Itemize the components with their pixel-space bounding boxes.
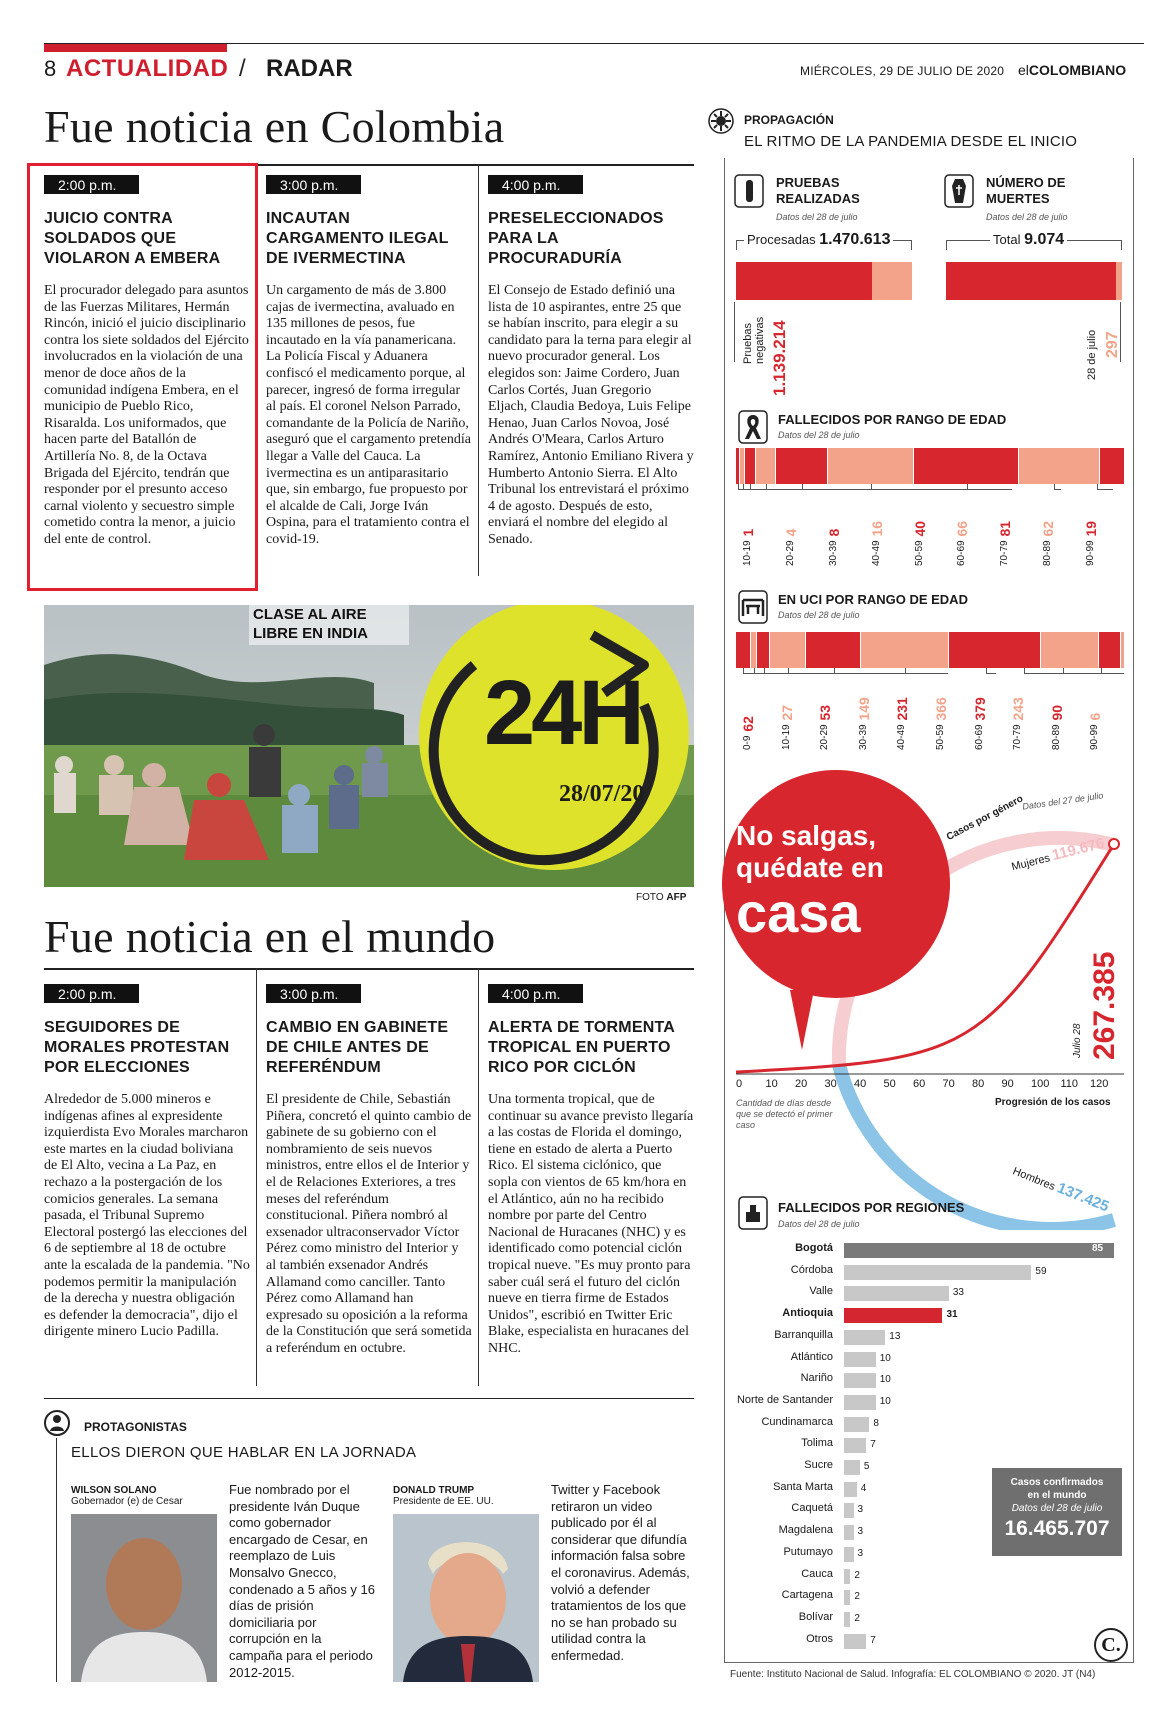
time-label: 3:00 p.m. [266, 175, 361, 194]
men-value: 137.425 [1054, 1179, 1112, 1216]
age-segment [736, 632, 751, 668]
age-range: 40-49 [896, 724, 908, 750]
brand-prefix: el [1018, 62, 1029, 78]
world-line-2: en el mundo [1027, 1490, 1087, 1501]
edad-fallecidos-chart [736, 448, 1122, 566]
age-range: 30-39 [827, 540, 839, 566]
region-value: 10 [879, 1374, 891, 1386]
axis-title: Progresión de los casos [995, 1097, 1111, 1108]
region-value: 31 [946, 1309, 958, 1321]
protagonist-photo [393, 1514, 539, 1682]
age-range: 70-79 [999, 540, 1011, 566]
region-value: 10 [879, 1352, 891, 1364]
age-range: 60-69 [956, 540, 968, 566]
region-name: Barranquilla [774, 1328, 833, 1341]
age-value: 16 [868, 520, 885, 541]
region-value: 3 [857, 1504, 864, 1516]
axis-tick: 20 [795, 1078, 808, 1090]
age-value: 62 [1040, 520, 1057, 541]
age-leader [1097, 484, 1113, 490]
time-label: 4:00 p.m. [488, 175, 583, 194]
regiones-title: FALLECIDOS POR REGIONES [778, 1200, 965, 1215]
protagonistas-label: PROTAGONISTAS [84, 1420, 187, 1434]
protagonist-photo [71, 1514, 217, 1682]
region-bar [844, 1395, 876, 1410]
region-name: Atlántico [790, 1350, 833, 1363]
age-segment [751, 632, 757, 668]
credit-prefix: FOTO [636, 892, 664, 903]
age-label [912, 490, 940, 566]
age-segment [756, 448, 777, 484]
region-bar [844, 1590, 850, 1605]
region-bar [844, 1265, 1031, 1280]
age-range: 90-99 [1085, 540, 1097, 566]
mundo-title: Fue noticia en el mundo [44, 911, 496, 962]
age-range: 30-39 [857, 724, 869, 750]
processed-value: 1.470.613 [819, 231, 891, 248]
virus-icon [708, 108, 734, 134]
edad-uci-date: Datos del 28 de julio [778, 610, 860, 620]
women-text: Mujeres [1010, 852, 1052, 874]
region-name: Sucre [804, 1459, 833, 1471]
gender-title: Casos por género [944, 793, 1026, 843]
age-value: 243 [1010, 697, 1027, 725]
age-segment [1019, 448, 1100, 484]
infographic-source: Fuente: Instituto Nacional de Salud. Infografía: EL COLOMBIANO © 2020. JT (N4) [730, 1669, 1096, 1680]
muertes-title: NÚMERO DE MUERTES [986, 175, 1066, 206]
region-name: Caquetá [791, 1502, 833, 1515]
age-label [933, 674, 961, 750]
axis-tick: 110 [1060, 1078, 1079, 1090]
news-body: El presidente de Chile, Sebastián Piñera, concretó el quinto cambio de gabinete de su gobierno con el nombramiento de seis nuevos ministros, entre ellos el de Interior y el de Relaciones Exteriores, a tres meses del referéndum constitucional. Piñera nombró al exsenador ultraconservador Víctor Pérez como ministro del Interior y al también exsenador Andrés Allamand como canciller. Tanto Pérez como Allamand han expresado su oposición a la reforma de la Constitución que será sometida a referéndum en octubre. [266, 1092, 472, 1356]
mundo-bottom-rule [44, 1398, 694, 1399]
region-value: 13 [889, 1330, 901, 1342]
news-item-colombia-3 [488, 175, 694, 549]
news-item-colombia-2 [266, 175, 472, 549]
axis-tick: 70 [942, 1078, 955, 1090]
region-value: 2 [854, 1591, 860, 1603]
infographic-title: EL RITMO DE LA PANDEMIA DESDE EL INICIO [744, 133, 1078, 150]
age-label [740, 674, 768, 750]
news-headline: ALERTA DE TORMENTA TROPICAL EN PUERTO RICO POR CICLÓN [488, 1019, 675, 1076]
age-range: 10-19 [780, 724, 792, 750]
region-bar [844, 1634, 866, 1649]
age-segment [745, 448, 755, 484]
age-range: 90-99 [1089, 724, 1101, 750]
pruebas-title: PRUEBAS REALIZADAS [776, 175, 860, 206]
region-value: 10 [879, 1395, 891, 1407]
region-name: Cartagena [781, 1589, 833, 1602]
age-value: 379 [971, 697, 988, 725]
age-leader [1101, 668, 1123, 674]
news-headline: CAMBIO EN GABINETE DE CHILE ANTES DE REFERÉNDUM [266, 1019, 449, 1076]
age-label [997, 490, 1025, 566]
edad-uci-chart [736, 632, 1122, 750]
age-value: 90 [1048, 704, 1065, 725]
age-leader [986, 668, 996, 674]
age-label [856, 674, 884, 750]
region-name: Bolívar [798, 1610, 833, 1623]
region-name: Magdalena [778, 1524, 833, 1537]
badge-date: 28/07/20 [559, 781, 645, 807]
age-range: 20-29 [784, 540, 796, 566]
photo-credit [636, 892, 686, 903]
region-bar [844, 1308, 942, 1323]
region-bar [844, 1460, 860, 1475]
region-bar [844, 1286, 949, 1301]
axis-tick: 30 [824, 1078, 837, 1090]
pruebas-negative-value: 1.139.214 [770, 320, 789, 396]
age-leader [834, 668, 910, 674]
region-value: 8 [873, 1417, 879, 1429]
age-label [1087, 674, 1115, 750]
men-text: Hombres [1010, 1165, 1057, 1194]
region-bar [844, 1569, 850, 1584]
age-range: 0-9 [742, 735, 753, 750]
column-divider [256, 968, 257, 1386]
region-bar [844, 1438, 866, 1453]
age-label [894, 674, 922, 750]
age-value: 149 [855, 697, 872, 725]
processed-label: Procesadas [747, 232, 816, 247]
age-label [817, 674, 845, 750]
curve-day-label: Julio 28 [1072, 1023, 1083, 1058]
age-label [869, 490, 897, 566]
news-photo [44, 605, 694, 887]
progression-axis [736, 1078, 1116, 1092]
news-body: Alrededor de 5.000 mineros e indígenas afines al expresidente izquierdista Evo Morales marcharon este martes en la ciudad boliviana de El Alto, vecina a La Paz, en rechazo a la postergación de los comicios generales. La semana pasada, el Tribunal Supremo Electoral postergó las elecciones del 6 de septiembre al 18 de octubre ante la escalada de la pandemia. "No podemos permitir la manipulación de la derecha y nuestra obligación es defender la democracia", dijo el dirigente minero Lucio Padilla. [44, 1092, 250, 1340]
region-bar [844, 1612, 850, 1627]
region-value: 2 [854, 1612, 860, 1624]
age-value: 19 [1083, 520, 1100, 541]
age-segment [770, 632, 806, 668]
total-value: 9.074 [1024, 231, 1065, 248]
edad-fallecidos-date: Datos del 28 de julio [778, 430, 860, 440]
region-bar [844, 1417, 869, 1432]
edad-fallecidos-title: FALLECIDOS POR RANGO DE EDAD [778, 412, 1007, 427]
age-value: 53 [817, 704, 834, 725]
page-number: 8 [44, 56, 57, 81]
axis-tick: 100 [1031, 1078, 1050, 1090]
news-item-mundo-2 [266, 984, 472, 1358]
age-range: 50-59 [913, 540, 925, 566]
age-label [1040, 490, 1068, 566]
protagonist-role: Gobernador (e) de Cesar [71, 1496, 183, 1507]
region-bar [844, 1525, 854, 1540]
age-value: 81 [997, 520, 1014, 541]
age-value: 66 [954, 520, 971, 541]
axis-tick: 40 [854, 1078, 867, 1090]
slogan-line-2: quédate en [736, 852, 884, 883]
protagonistas-line [56, 1438, 57, 1682]
column-divider [478, 968, 479, 1386]
protagonist-name: WILSON SOLANO [71, 1485, 157, 1496]
region-name: Otros [806, 1632, 833, 1645]
coffin-icon [944, 174, 974, 208]
ribbon-icon [738, 410, 768, 444]
total-label: Total [993, 232, 1021, 247]
protagonist-card [393, 1485, 543, 1507]
age-label [972, 674, 1000, 750]
region-bar [844, 1352, 876, 1367]
region-value: 59 [1035, 1265, 1047, 1277]
subsection-label: RADAR [266, 55, 353, 82]
time-label: 3:00 p.m. [266, 984, 361, 1003]
age-leader [967, 484, 1013, 490]
age-label [954, 490, 982, 566]
age-segment [828, 448, 914, 484]
section-accent [44, 44, 227, 52]
muertes-day-label: 28 de julio [1086, 329, 1098, 380]
world-line-1: Casos confirmados [1010, 1477, 1104, 1488]
regiones-date: Datos del 28 de julio [778, 1219, 860, 1229]
section-label: ACTUALIDAD [66, 55, 229, 82]
credit-agency: AFP [666, 892, 687, 903]
pruebas-negative-label: Pruebas negativas [742, 316, 766, 364]
muertes-date: Datos del 28 de julio [986, 212, 1068, 222]
infographic-kicker: PROPAGACIÓN [744, 113, 834, 127]
axis-tick: 50 [883, 1078, 896, 1090]
pruebas-date: Datos del 28 de julio [776, 212, 858, 222]
news-item-colombia-1 [44, 175, 250, 549]
age-leader [905, 668, 948, 674]
region-value: 5 [863, 1461, 870, 1472]
age-value: 231 [894, 697, 911, 725]
news-body: El procurador delegado para asuntos de las Fuerzas Militares, Hermán Rincón, inició el juicio disciplinario contra los siete soldados del Ejército involucrados en la violación de una menor de doce años de la comunidad indígena Embera, en el municipio de Pueblo Rico, Risaralda. Los uniformados, que hacen parte del Batallón de Artillería No. 8, de la Octava Brigada del Ejército, tendrán que responder por el presunto acceso carnal violento y secuestro simple cometido contra la menor, a juicio del ente de control. [44, 283, 249, 547]
colombia-title: Fue noticia en Colombia [44, 101, 505, 152]
age-segment [757, 632, 770, 668]
women-value: 119.676 [1050, 834, 1107, 865]
region-name: Córdoba [790, 1263, 833, 1276]
region-value: 4 [860, 1482, 867, 1494]
mundo-rule [44, 968, 694, 970]
age-value: 6 [1087, 712, 1104, 725]
age-value: 40 [911, 520, 928, 541]
age-segment [1121, 632, 1125, 668]
age-segment [1099, 632, 1121, 668]
age-value: 62 [740, 716, 756, 736]
slogan-bubble-tail [790, 990, 814, 1050]
region-value: 7 [870, 1439, 876, 1451]
protagonistas-subtitle: ELLOS DIERON QUE HABLAR EN LA JORNADA [71, 1444, 417, 1461]
age-label [826, 490, 854, 566]
age-value: 4 [782, 528, 799, 541]
region-bar [844, 1503, 854, 1518]
muertes-bar-day [1116, 262, 1122, 300]
news-headline: PRESELECCIONADOS PARA LA PROCURADURÍA [488, 210, 664, 267]
region-name: Antioquia [782, 1307, 833, 1320]
region-value: 7 [870, 1634, 876, 1646]
news-headline: SEGUIDORES DE MORALES PROTESTAN POR ELECCIONES [44, 1019, 230, 1076]
news-body: Una tormenta tropical, que de continuar su avance previsto llegaría a las costas de Florida el domingo, tiene en estado de alerta a Puerto Rico. El sistema ciclónico, que sopla con vientos de 65 km/hora en el Atlántico, aún no ha recibido nombre por parte del Centro Nacional de Huracanes (NHC) y es identificado como potencial ciclón tropical nueve. "Es muy pronto para saber cuál será el futuro del ciclón nueve en tierra firme de Estados Unidos", escribió en Twitter Eric Blake, especialista en huracanes del NHC. [488, 1092, 694, 1356]
world-cases-box [992, 1468, 1122, 1556]
person-icon [44, 1410, 70, 1436]
age-range: 20-29 [819, 724, 831, 750]
age-label [1010, 674, 1038, 750]
age-label [1083, 490, 1111, 566]
muertes-day-value: 297 [1104, 331, 1121, 358]
axis-note: Cantidad de días desde que se detectó el primer caso [736, 1098, 833, 1130]
brand-name: COLOMBIANO [1028, 62, 1127, 78]
world-value: 16.465.707 [1004, 1517, 1110, 1540]
column-divider [478, 164, 479, 576]
age-leader [871, 484, 969, 490]
age-label [1049, 674, 1077, 750]
age-label [783, 490, 811, 566]
age-range: 10-19 [742, 540, 753, 566]
time-label: 2:00 p.m. [44, 175, 139, 194]
age-segment [1100, 448, 1125, 484]
axis-tick: 10 [765, 1078, 778, 1090]
age-segment [806, 632, 862, 668]
news-item-mundo-1 [44, 984, 250, 1341]
axis-tick: 120 [1090, 1078, 1109, 1090]
region-name: Bogotá [795, 1242, 833, 1254]
section-separator: / [239, 55, 246, 82]
region-bar [844, 1547, 854, 1562]
hospital-bed-icon [738, 590, 768, 624]
region-name: Putumayo [783, 1545, 833, 1558]
protagonist-text: Fue nombrado por el presidente Iván Duque como gobernador encargado de Cesar, en reemplazo de Luis Monsalvo Gnecco, condenado a 5 años y 16 días de prisión domiciliaria por corrupción en la campaña para el periodo 2012-2015. [229, 1482, 376, 1680]
region-name: Santa Marta [773, 1480, 833, 1493]
protagonist-text: Twitter y Facebook retiraron un video publicado por él al considerar que difundía información falsa sobre el coronavirus. Además, volvió a defender tratamientos de los que no se han probado su utilidad contra la enfermedad. [551, 1482, 690, 1663]
protagonist-role: Presidente de EE. UU. [393, 1496, 494, 1507]
age-segment [914, 448, 1019, 484]
pruebas-processed [744, 231, 893, 249]
axis-tick: 0 [736, 1078, 743, 1090]
news-headline: INCAUTAN CARGAMENTO ILEGAL DE IVERMECTINA [266, 210, 449, 267]
brand-logo [1018, 62, 1126, 78]
region-value: 85 [1092, 1243, 1104, 1254]
issue-date: MIÉRCOLES, 29 DE JULIO DE 2020 [800, 64, 1005, 78]
region-name: Valle [809, 1285, 833, 1298]
age-value: 27 [778, 704, 795, 725]
region-value: 33 [952, 1287, 964, 1299]
age-range: 60-69 [973, 724, 985, 750]
age-leader [1054, 484, 1060, 490]
axis-tick: 60 [913, 1078, 926, 1090]
region-bar [844, 1373, 876, 1388]
age-range: 80-89 [1050, 724, 1062, 750]
slogan-line-1: No salgas, [736, 820, 877, 851]
protagonist-name: DONALD TRUMP [393, 1485, 475, 1496]
pruebas-leader [734, 302, 735, 362]
region-name: Cundinamarca [761, 1415, 833, 1428]
protagonist-card [71, 1485, 221, 1507]
age-value: 366 [933, 697, 949, 725]
region-bar [844, 1243, 1114, 1258]
curve-total: 267.385 [1088, 951, 1121, 1060]
age-value: 1 [740, 528, 756, 541]
age-label [740, 490, 768, 566]
region-bar [844, 1482, 857, 1497]
axis-tick: 80 [972, 1078, 985, 1090]
news-body: Un cargamento de más de 3.800 cajas de ivermectina, avaluado en 135 millones de pesos, fue incautado en la vía panamericana. La Policía Fiscal y Aduanera confiscó el medicamento porque, al parecer, ingresó de forma irregular al país. El coronel Nelson Parrado, comandante de la Policía de Nariño, aseguró que el cargamento pretendía llegar a Valle del Cauca. La ivermectina es un antiparasitario que, sin embargo, fue propuesto por el alcalde de Cali, Jorge Iván Ospina, para el tratamiento contra el covid-19. [266, 283, 471, 547]
news-item-mundo-3 [488, 984, 694, 1358]
pruebas-bar-negative [736, 262, 872, 300]
time-label: 2:00 p.m. [44, 984, 139, 1003]
map-icon [738, 1196, 768, 1230]
world-date: Datos del 28 de julio [1011, 1503, 1103, 1514]
test-tube-icon [734, 174, 764, 208]
region-name: Cauca [801, 1567, 833, 1580]
age-range: 70-79 [1012, 724, 1024, 750]
time-label: 4:00 p.m. [488, 984, 583, 1003]
age-segment [949, 632, 1040, 668]
gender-date: Datos del 27 de julio [1021, 790, 1104, 812]
axis-tick: 90 [1001, 1078, 1014, 1090]
age-segment [1041, 632, 1099, 668]
photo-caption: CLASE AL AIRE LIBRE EN INDIA [249, 605, 409, 645]
muertes-bar-total [946, 262, 1122, 300]
regiones-chart [728, 1242, 1124, 1652]
news-body: El Consejo de Estado definió una lista de 10 aspirantes, entre 25 que se habían inscrito, para elegir a su candidato para la terna para elegir al nuevo procurador general. Los elegidos son: Jaime Cordero, Juan Carlos Cortés, Juan Gregorio Eljach, Claudia Bedoya, Luis Felipe Henao, Juan Carlos Novoa, José Andrés O'Meara, Carlos Arturo Ramírez, Antonio Emiliano Rivera y Humberto Antonio Sierra. El Alto Tribunal los entrevistará el próximo 4 de agosto. Después de esto, enviará el nombre del elegido al Senado. [488, 283, 694, 547]
age-segment [776, 448, 828, 484]
region-name: Tolima [801, 1437, 833, 1450]
age-label [779, 674, 807, 750]
el-colombiano-logo: C. [1094, 1628, 1128, 1662]
region-value: 3 [857, 1526, 864, 1538]
region-name: Nariño [800, 1372, 833, 1385]
region-name: Norte de Santander [736, 1393, 833, 1406]
age-range: 40-49 [870, 540, 882, 566]
news-headline: JUICIO CONTRA SOLDADOS QUE VIOLARON A EMBERA [44, 210, 221, 267]
region-value: 3 [857, 1547, 864, 1559]
slogan-line-3: casa [736, 881, 861, 944]
age-range: 80-89 [1042, 540, 1054, 566]
slogan-text [736, 820, 936, 942]
region-bar [844, 1330, 885, 1345]
age-range: 50-59 [935, 724, 946, 750]
age-segment [861, 632, 949, 668]
region-value: 2 [854, 1569, 860, 1581]
age-value: 8 [825, 528, 842, 541]
muertes-total [990, 231, 1067, 249]
edad-uci-title: EN UCI POR RANGO DE EDAD [778, 592, 968, 607]
badge-24h: 24H [484, 662, 641, 764]
